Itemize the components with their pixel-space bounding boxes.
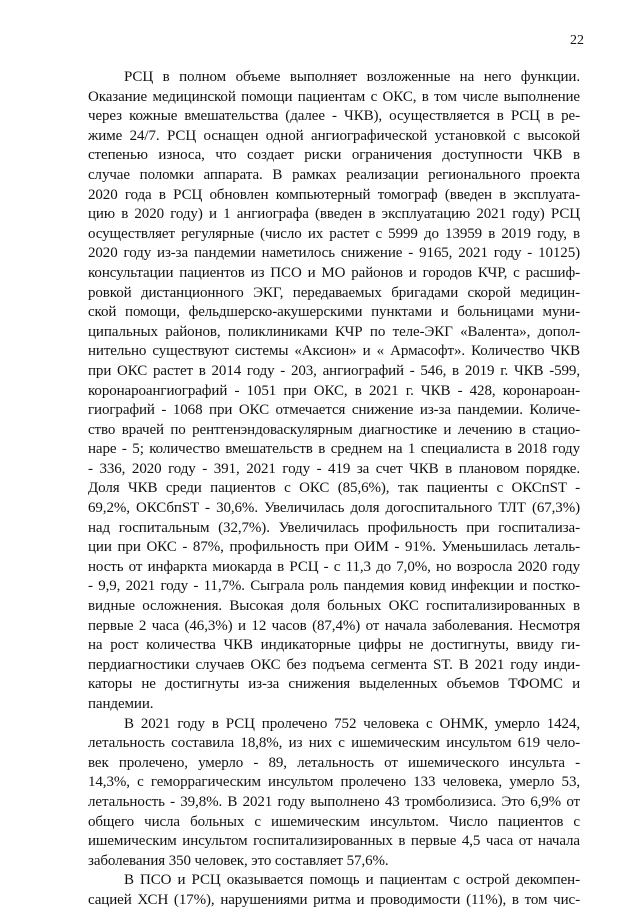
text-line: общего числа больных с ишемическим инсультом. Число пациентов с [88, 813, 580, 830]
text-line: ство врачей по рентгенэндоваскулярным диагностике и лечению в стацио- [88, 421, 580, 438]
text-line: ишемическим инсультом госпитализированных в первые 4,5 часа от начала [88, 833, 580, 850]
text-line: степенью износа, что создает риски ограничения доступности ЧКВ в [88, 147, 580, 164]
text-line: нительно существуют системы «Аксион» и « Армасофт». Количество ЧКВ [88, 343, 580, 360]
text-line: гиографий - 1068 при ОКС отмечается снижение из-за пандемии. Количе- [88, 402, 580, 419]
text-line: 14,3%, с геморрагическим инсультом пролечено 133 человека, умерло 53, [88, 774, 580, 791]
text-line: Доля ЧКВ среди пациентов с ОКС (85,6%), так пациенты с ОКСпST - [88, 480, 580, 497]
text-line: консультации пациентов из ПСО и МО районов и городов КЧР, с расшиф- [88, 264, 580, 281]
text-line: наре - 5; количество вмешательств в среднем на 1 специалиста в 2018 году [88, 441, 580, 458]
text-line: случае поломки аппарата. В рамках реализации регионального проекта [88, 166, 580, 183]
text-line: ность от инфаркта миокарда в РСЦ - с 11,3 до 7,0%, но возросла 2020 году [88, 558, 580, 575]
text-line: В ПСО и РСЦ оказывается помощь и пациентам с острой декомпен- [124, 872, 580, 889]
text-line: сацией ХСН (17%), нарушениями ритма и проводимости (11%), в том чис- [88, 891, 580, 908]
text-line: 2020 года в РСЦ обновлен компьютерный томограф (введен в эксплуата- [88, 186, 580, 203]
text-line: - 9,9, 2021 году - 11,7%. Сыграла роль пандемия ковид инфекции и постко- [88, 578, 580, 595]
text-line: 2020 году из-за пандемии наметилось снижение - 9165, 2021 году - 10125) [88, 245, 580, 262]
text-line: каторы не достигнуты из-за снижения выделенных объемов ТФОМС и [88, 676, 580, 693]
text-line: - 336, 2020 году - 391, 2021 году - 419 за счет ЧКВ в плановом порядке. [88, 460, 580, 477]
text-line: летальность - 39,8%. В 2021 году выполнено 43 тромболизиса. Это 6,9% от [88, 793, 580, 810]
text-line: В 2021 году в РСЦ пролечено 752 человека с ОНМК, умерло 1424, [124, 715, 580, 732]
text-line: РСЦ в полном объеме выполняет возложенные на него функции. [124, 69, 580, 85]
text-line: первые 2 часа (46,3%) и 12 часов (87,4%) от начала заболевания. Несмотря [88, 617, 580, 634]
text-line: видные осложнения. Высокая доля больных ОКС госпитализированных в [88, 598, 580, 615]
text-line: летальность составила 18,8%, из них с ишемическим инсультом 619 чело- [88, 735, 580, 752]
text-line: ровкой дистанционного ЭКГ, передаваемых бригадами скорой медицин- [88, 284, 580, 301]
text-line: 69,2%, ОКСбпST - 30,6%. Увеличилась доля догоспитального ТЛТ (67,3%) [88, 500, 580, 517]
text-line: над госпитальным (32,7%). Увеличилась профильность при госпитализа- [88, 519, 580, 536]
text-line: век пролечено, умерло - 89, летальность от ишемического инсульта - [88, 754, 580, 771]
text-line: Оказание медицинской помощи пациентам с ОКС, в том числе выполнение [88, 88, 580, 105]
text-line: жиме 24/7. РСЦ оснащен одной ангиографической установкой с высокой [88, 127, 580, 144]
text-line: ской помощи, фельдшерско-акушерскими пунктами и больницами муни- [88, 304, 580, 321]
page-number: 22 [570, 33, 584, 48]
text-line: заболевания 350 человек, это составляет 57,6%. [88, 852, 389, 869]
text-line: через кожные вмешательства (далее - ЧКВ), осуществляется в РСЦ в ре- [88, 108, 580, 125]
text-line: ции при ОКС - 87%, профильность при ОИМ - 91%. Уменьшилась леталь- [88, 539, 580, 556]
text-line: цию в 2020 году) и 1 ангиографа (введен в эксплуатацию 2021 году) РСЦ [88, 206, 580, 223]
text-line: при ОКС растет в 2014 году - 203, ангиографий - 546, в 2019 г. ЧКВ -599, [88, 362, 580, 379]
text-line: пердиагностики случаев ОКС без подъема сегмента ST. В 2021 году инди- [88, 656, 580, 673]
text-line: ципальных районов, поликлиниками КЧР по теле-ЭКГ «Валента», допол- [88, 323, 580, 340]
text-line: коронароангиографий - 1051 при ОКС, в 2021 г. ЧКВ - 428, коронароан- [88, 382, 580, 399]
text-line: на рост количества ЧКВ индикаторные цифры не достигнуты, ввиду ги- [88, 637, 580, 654]
text-line: пандемии. [88, 696, 154, 712]
body-text [88, 68, 580, 911]
text-line: осуществляет регулярные (число их растет с 5999 до 13959 в 2019 году, в [88, 225, 580, 242]
